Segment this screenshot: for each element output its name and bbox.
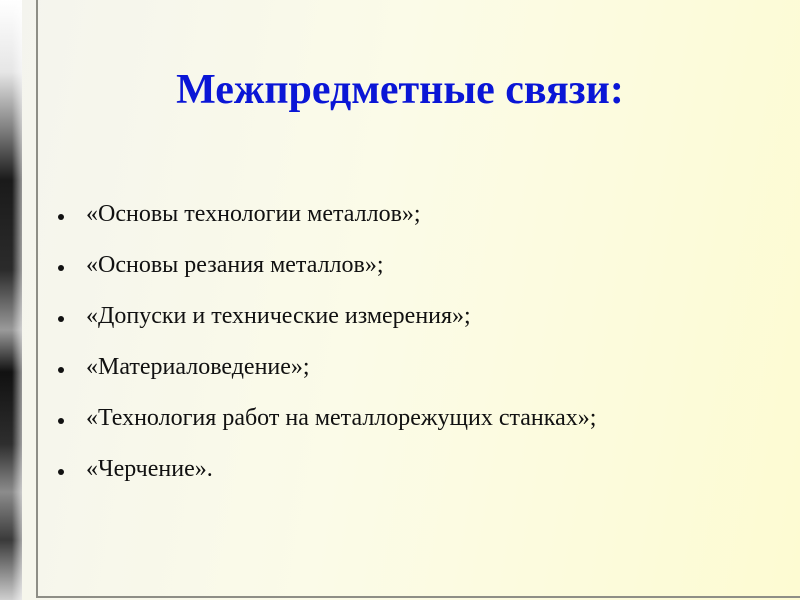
bullet-icon xyxy=(58,469,64,475)
list-item-text: «Материаловедение»; xyxy=(86,354,310,380)
list-item-text: «Допуски и технические измерения»; xyxy=(86,303,471,329)
bullet-list xyxy=(58,200,758,506)
list-item-text: «Черчение». xyxy=(86,456,213,482)
list-item-text: «Основы резания металлов»; xyxy=(86,252,384,278)
list-item xyxy=(58,455,758,483)
list-item xyxy=(58,404,758,432)
bullet-icon xyxy=(58,367,64,373)
bullet-icon xyxy=(58,214,64,220)
list-item-text: «Технология работ на металлорежущих станках»; xyxy=(86,405,597,431)
bullet-icon xyxy=(58,265,64,271)
bullet-icon xyxy=(58,316,64,322)
list-item xyxy=(58,251,758,279)
bullet-icon xyxy=(58,418,64,424)
slide-title xyxy=(0,62,800,118)
list-item xyxy=(58,302,758,330)
slide-title-text: Межпредметные связи: xyxy=(176,67,624,113)
list-item xyxy=(58,353,758,381)
list-item xyxy=(58,200,758,228)
list-item-text: «Основы технологии металлов»; xyxy=(86,201,421,227)
